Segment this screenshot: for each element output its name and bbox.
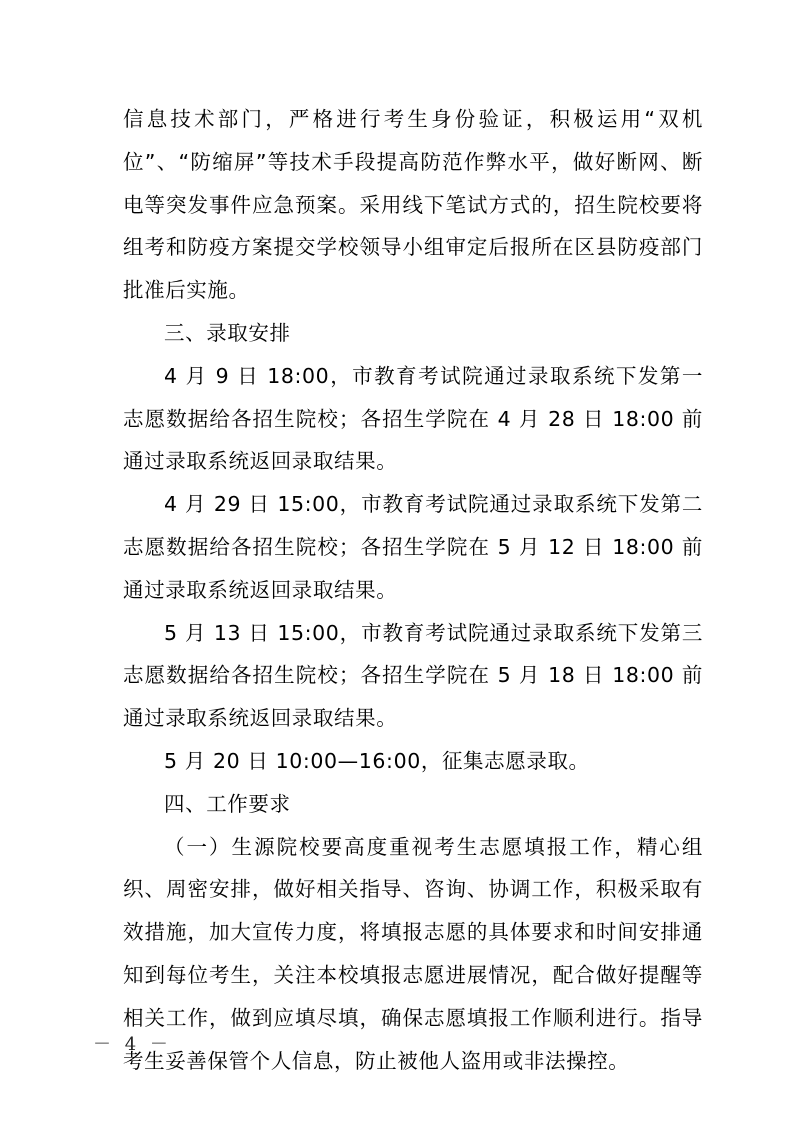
paragraph-third-choice-admission: 5 月 13 日 15:00，市教育考试院通过录取系统下发第三志愿数据给各招生院校；各招生学院在 5 月 18 日 18:00 前通过录取系统返回录取结果。	[123, 620, 703, 731]
paragraph-second-choice-admission: 4 月 29 日 15:00，市教育考试院通过录取系统下发第二志愿数据给各招生院校；各招生学院在 5 月 12 日 18:00 前通过录取系统返回录取结果。	[123, 492, 703, 602]
section-heading-admission-schedule: 三、录取安排	[164, 320, 291, 345]
section-heading-work-requirements: 四、工作要求	[164, 791, 291, 816]
document-body	[123, 98, 703, 1082]
paragraph-supplementary-admission: 5 月 20 日 10:00—16:00，征集志愿录取。	[164, 748, 590, 773]
paragraph-requirement-one: （一）生源院校要高度重视考生志愿填报工作，精心组织、周密安排，做好相关指导、咨询、协调工作，积极采取有效措施，加大宣传力度，将填报志愿的具体要求和时间安排通知到每位考生，关注本校填报志愿进展情况，配合做好提醒等相关工作，做到应填尽填，确保志愿填报工作顺利进行。指导考生妥善保管个人信息，防止被他人盗用或非法操控。	[123, 834, 703, 1073]
paragraph-first-choice-admission: 4 月 9 日 18:00，市教育考试院通过录取系统下发第一志愿数据给各招生院校；各招生学院在 4 月 28 日 18:00 前通过录取系统返回录取结果。	[123, 363, 703, 474]
page-number: － 4 －	[93, 1034, 172, 1055]
paragraph-exam-security: 信息技术部门，严格进行考生身份验证，积极运用“双机位”、“防缩屏”等技术手段提高防范作弊水平，做好断网、断电等突发事件应急预案。采用线下笔试方式的，招生院校要将组考和防疫方案提交学校领导小组审定后报所在区县防疫部门批准后实施。	[123, 107, 703, 303]
